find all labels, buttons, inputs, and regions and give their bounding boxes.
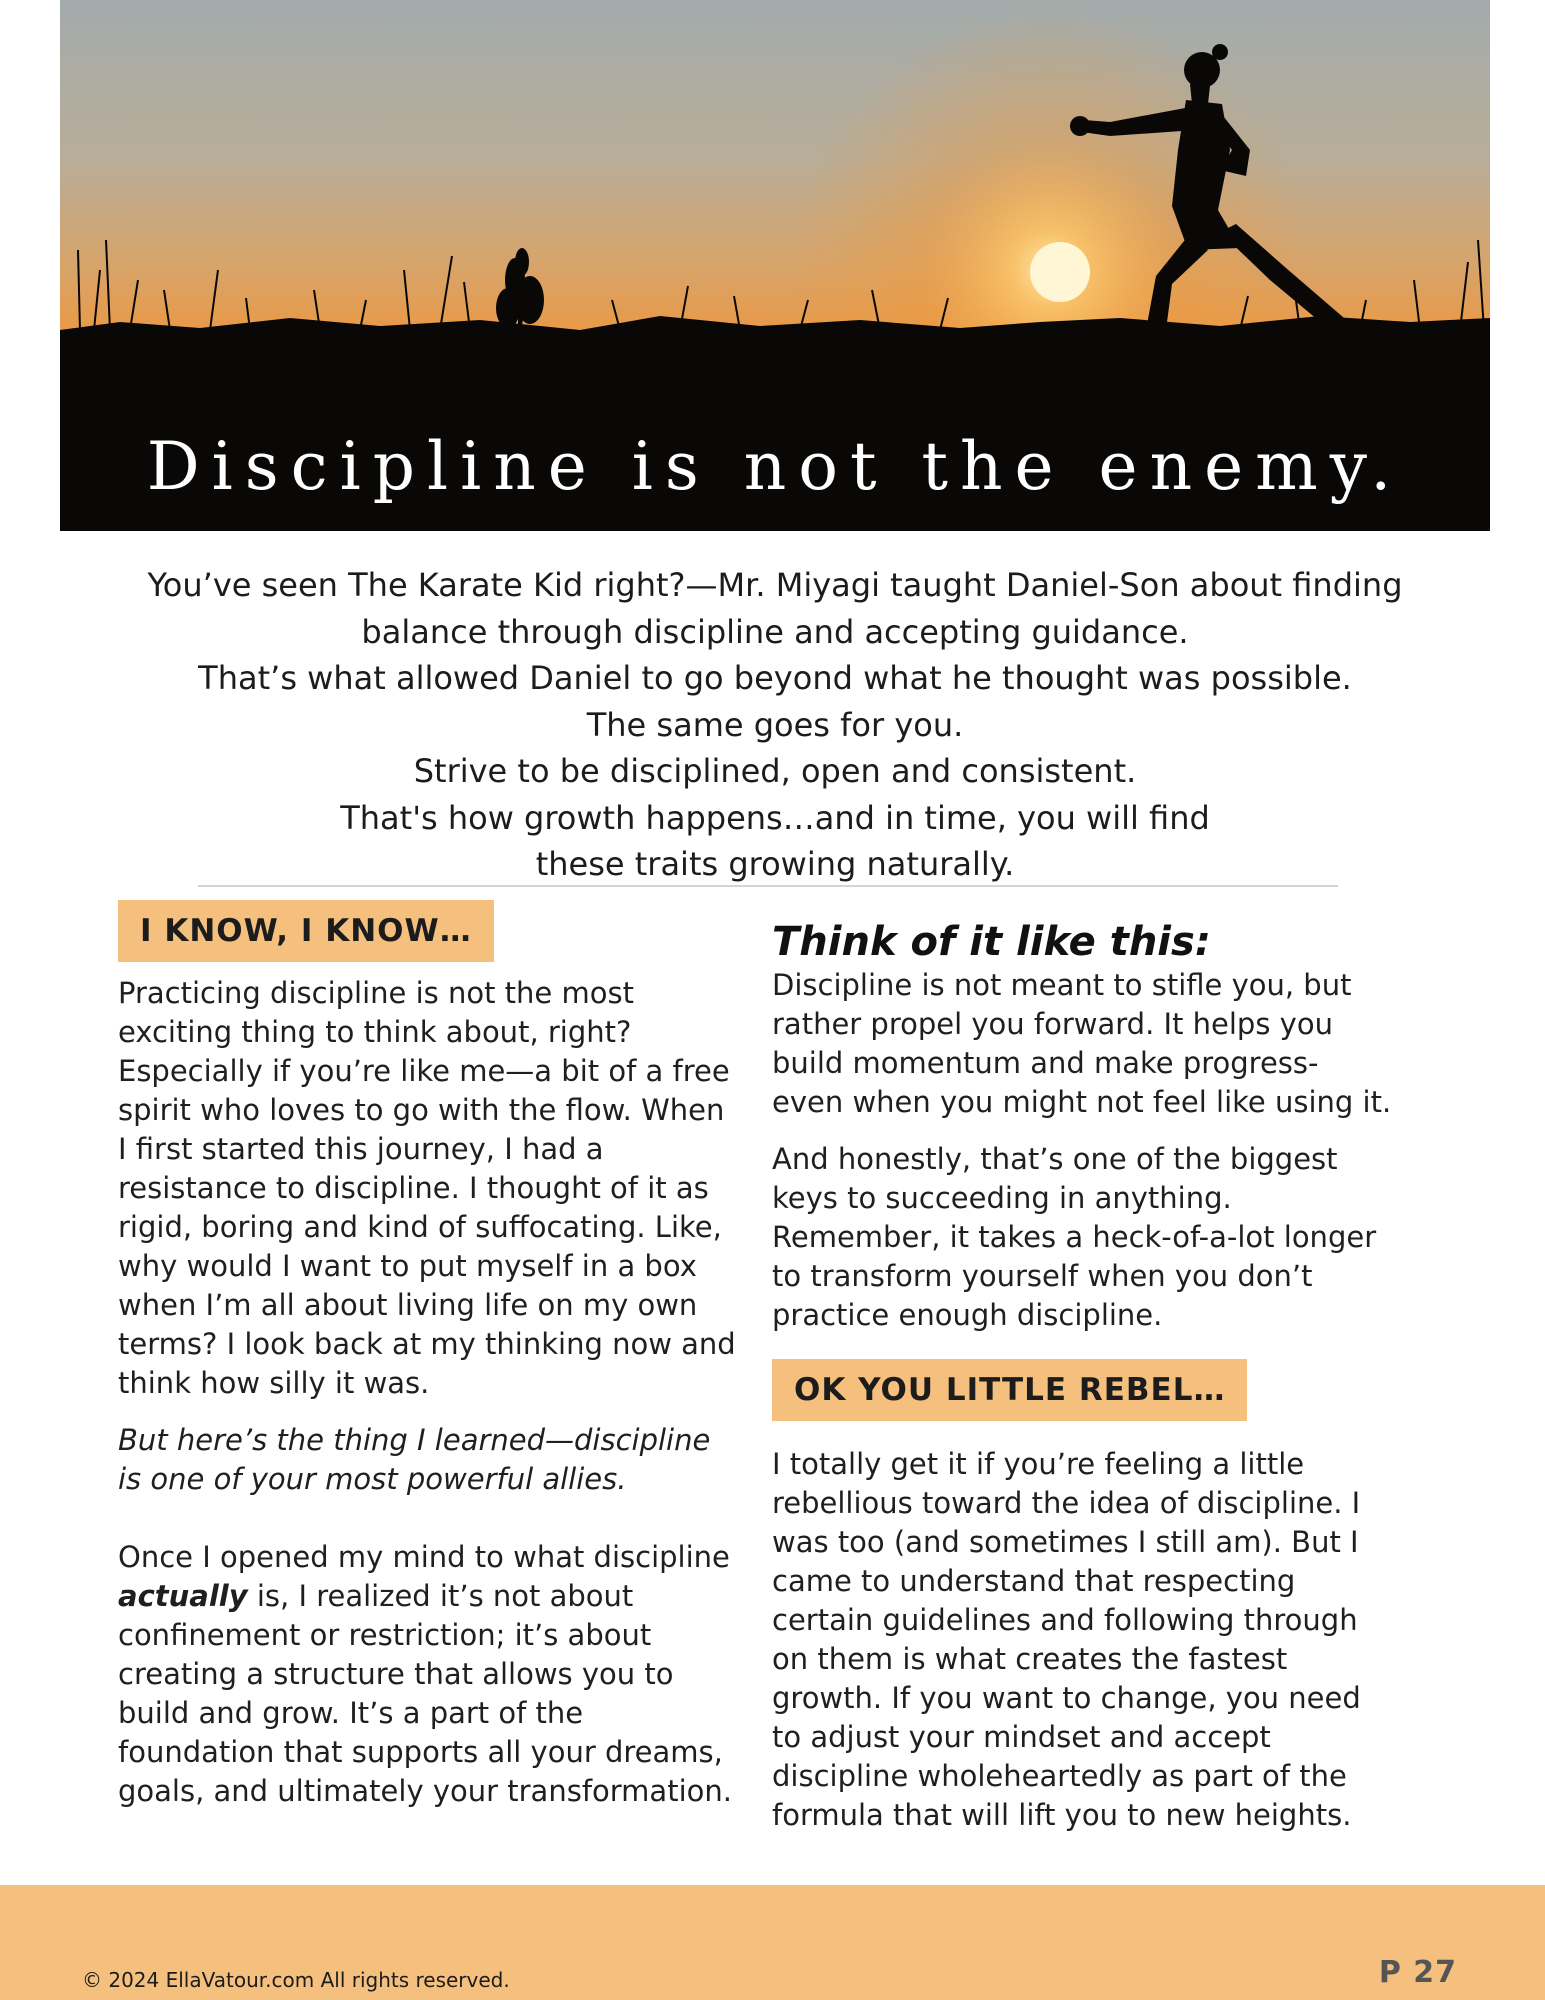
paragraph-2-start: Once I opened my mind to what discipline: [118, 1540, 730, 1574]
intro-line: That’s what allowed Daniel to go beyond what he thought was possible.: [198, 659, 1352, 697]
intro-paragraph: [60, 562, 1490, 888]
right-paragraph-1: Discipline is not meant to stifle you, but rather propel you forward. It helps you build momentum and make progress- even when you might not feel like using it.: [772, 968, 1392, 1119]
hero-image: [60, 0, 1490, 531]
right-paragraph-3: I totally get it if you’re feeling a little rebellious toward the idea of discipline. I was too (and sometimes I still am). But I came to understand that respecting certain guidelines and following through on them is what creates the fastest growth. If you want to change, you need to adjust your mindset and accept discipline wholeheartedly as part of the formula that will lift you to new heights.: [772, 1447, 1361, 1832]
actually-emphasis: actually: [118, 1579, 248, 1613]
sun: [1030, 242, 1090, 302]
hero-title: Discipline is not the enemy.: [146, 428, 1404, 505]
right-paragraph-2: And honestly, that’s one of the biggest keys to succeeding in anything. Remember, it takes a heck-of-a-lot longer to transform yourself when you don’t practice enough discipline.: [772, 1142, 1377, 1332]
left-paragraph-2: [118, 1538, 738, 1811]
intro-line: these traits growing naturally.: [535, 845, 1015, 883]
section-divider: [198, 885, 1338, 887]
page-number: P 27: [1378, 1955, 1457, 1990]
intro-line: balance through discipline and accepting guidance.: [361, 612, 1189, 651]
i-know-tag: I KNOW, I KNOW…: [118, 900, 494, 962]
think-of-it-subhead: Think of it like this:: [772, 919, 1211, 965]
right-column: [772, 918, 1392, 1835]
left-paragraph-1: Practicing discipline is not the most exciting thing to think about, right? Especially if you’re like me—a bit of a free spirit who loves to go with the flow. When I first started this journey, I had a resistance to discipline. I thought of it as rigid, boring and kind of suffocating. Like, why would I want to put myself in a box when I’m all about living life on my own terms? I look back at my thinking now and think how silly it was.: [118, 976, 736, 1400]
rebel-tag: OK YOU LITTLE REBEL…: [772, 1359, 1247, 1421]
left-italic-quote: But here’s the thing I learned—discipline is one of your most powerful allies.: [118, 1423, 711, 1496]
left-column: [118, 900, 738, 1811]
intro-line: That's how growth happens…and in time, you will find: [340, 798, 1210, 837]
intro-line: Strive to be disciplined, open and consistent.: [413, 752, 1137, 790]
paragraph-2-end: is, I realized it’s not about confinement or restriction; it’s about creating a structure that allows you to build and grow. It’s a part of the foundation that supports all your dreams, goals, and ultimately your transformation.: [118, 1579, 732, 1808]
copyright-text: © 2024 EllaVatour.com All rights reserved.: [82, 1968, 510, 1992]
intro-line: The same goes for you.: [586, 705, 964, 744]
intro-line: You’ve seen The Karate Kid right?—Mr. Miyagi taught Daniel-Son about finding: [147, 566, 1403, 604]
